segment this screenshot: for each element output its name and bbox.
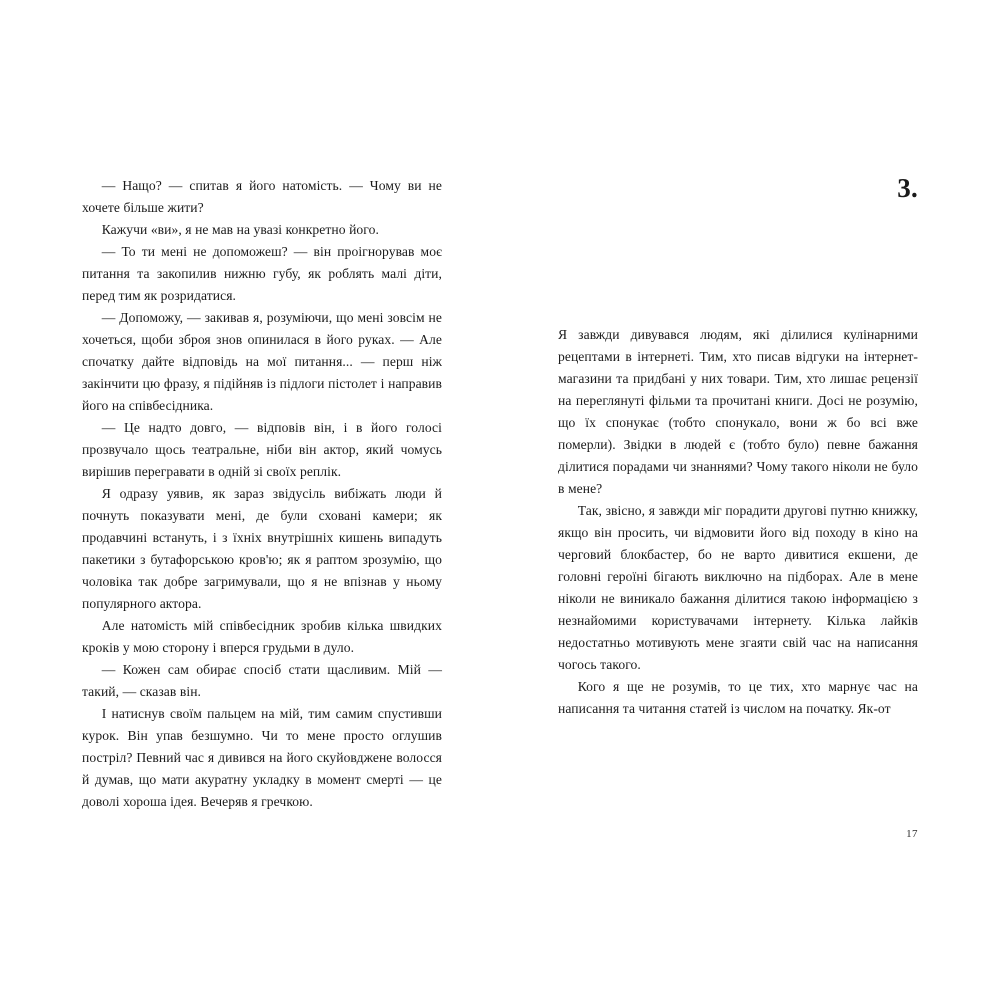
paragraph: Кого я ще не розумів, то це тих, хто марнує час на написання та читання статей із числом на початку. Як-от: [558, 679, 918, 717]
right-page-body: [558, 324, 918, 720]
left-page-body: [82, 175, 442, 813]
paragraph: Я завжди дивувався людям, які ділилися кулінарними рецептами в інтернеті. Тим, хто писав відгуки на інтернет-магазини та придбані у них товари. Тим, хто лишає рецензії на переглянуті фільми та прочитані книги. Досі не розумію, що їх спонукає (тобто спонукало, вони ж бо всі вже померли). Звідки в людей є (тобто було) певне бажання ділитися порадами чи знаннями? Чому такого ніколи не було в мене?: [558, 327, 918, 497]
chapter-spacer: [558, 202, 918, 324]
paragraph: Але натомість мій співбесідник зробив кілька швидких кроків у мою сторону і вперся грудьми в дуло.: [82, 618, 442, 656]
paragraph: — Кожен сам обирає спосіб стати щасливим. Мій — такий, — сказав він.: [82, 662, 442, 700]
paragraph: — То ти мені не допоможеш? — він проігнорував моє питання та закопилив нижню губу, як роблять малі діти, перед тим як розридатися.: [82, 244, 442, 304]
chapter-number: 3.: [897, 173, 918, 203]
paragraph: — Нащо? — спитав я його натомість. — Чому ви не хочете більше жити?: [82, 178, 442, 216]
paragraph: Я одразу уявив, як зараз звідусіль вибіжать люди й почнуть показувати мені, де були сховані камери; як продавчині встануть, і з їхніх внутрішніх кишень випадуть пакетики з бутафорською кров'ю; як я раптом зрозумію, що чоловіка так добре загримували, що я не впізнав у ньому популярного актора.: [82, 486, 442, 612]
page-number: 17: [906, 828, 918, 840]
right-page: [500, 0, 1000, 1000]
paragraph: Так, звісно, я завжди міг порадити другові путню книжку, якщо він просить, чи відмовити його від походу в кіно на черговий блокбастер, бо не варто дивитися екшени, де головні героїні бігають виключно на підборах. Але в мене ніколи не виникало бажання ділитися такою інформацією з незнайомими користувачами інтернету. Кілька лайків недостатньо мотивують мене згаяти свій час на написання чогось такого.: [558, 503, 918, 673]
paragraph: Кажучи «ви», я не мав на увазі конкретно його.: [101, 222, 379, 238]
paragraph: І натиснув своїм пальцем на мій, тим самим спустивши курок. Він упав безшумно. Чи то мене просто оглушив постріл? Певний час я дивився на його скуйовджене волосся й думав, що мати акуратну укладку в момент смерті — це доволі хороша ідея. Вечеряв я гречкою.: [82, 706, 442, 810]
paragraph: — Допоможу, — закивав я, розуміючи, що мені зовсім не хочеться, щоби зброя знов опинилася в його руках. — Але спочатку дайте відповідь на мої питання... — перш ніж закінчити цю фразу, я підійняв із підлоги пістолет і направив його на співбесідника.: [82, 310, 442, 414]
paragraph: — Це надто довго, — відповів він, і в його голосі прозвучало щось театральне, ніби він актор, який чомусь вирішив перегравати в одній зі своїх реплік.: [82, 420, 442, 480]
